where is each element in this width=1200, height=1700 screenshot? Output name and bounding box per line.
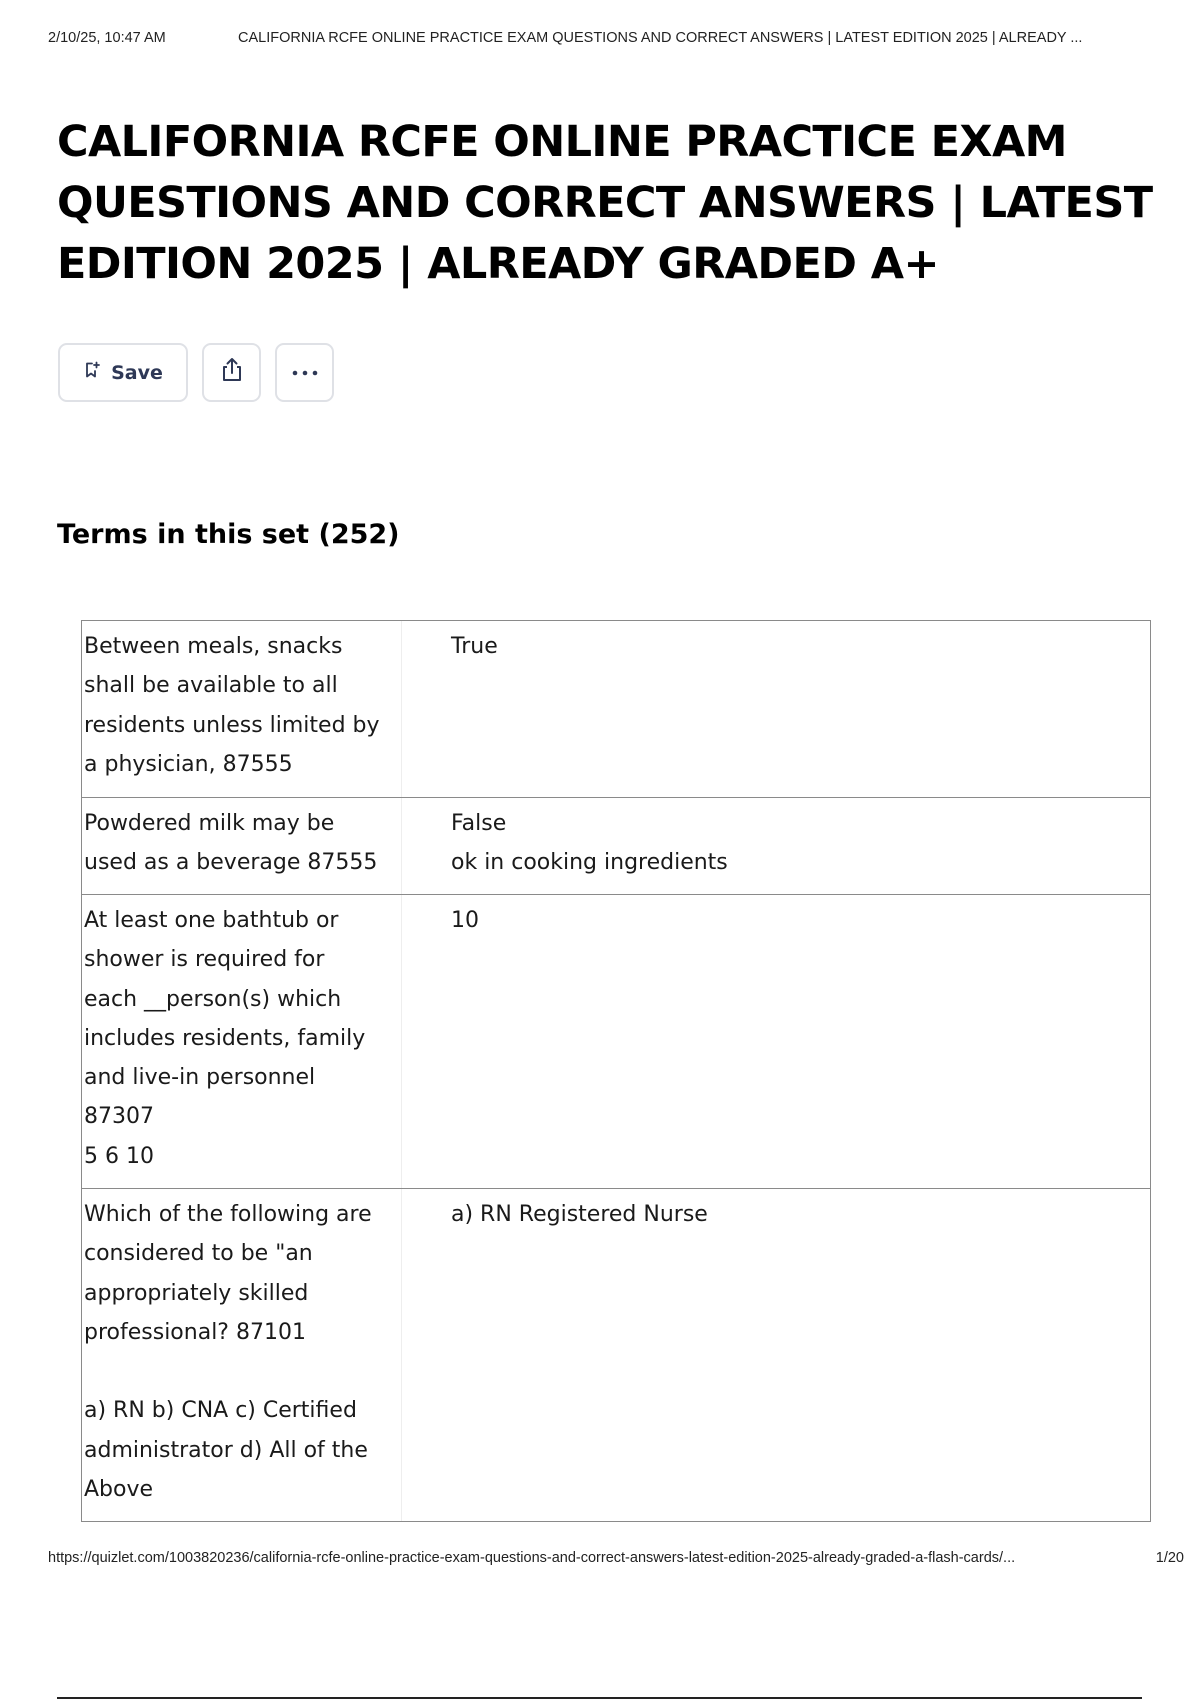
definition-text: False ok in cooking ingredients (451, 811, 728, 876)
term-row (82, 797, 1150, 894)
terms-table (81, 620, 1151, 1522)
print-footer (48, 1550, 1184, 1570)
print-header (48, 30, 1184, 50)
definition-text: a) RN Registered Nurse (451, 1202, 708, 1227)
terms-heading: Terms in this set (252) (57, 519, 400, 550)
term-row (82, 894, 1150, 1188)
save-button-label: Save (111, 361, 163, 384)
definition-text: True (451, 634, 498, 659)
print-document-title: CALIFORNIA RCFE ONLINE PRACTICE EXAM QUESTIONS AND CORRECT ANSWERS | LATEST EDITION 2025 | ALREADY ... (238, 30, 1083, 46)
term-row (82, 1188, 1150, 1521)
page-divider (57, 1697, 1142, 1699)
page-number: 1/20 (1155, 1550, 1184, 1566)
more-options-button[interactable] (275, 343, 334, 402)
share-button[interactable] (202, 343, 261, 402)
term-text: Between meals, snacks shall be available to all residents unless limited by a physician, 87555 (82, 621, 402, 797)
term-text: Powdered milk may be used as a beverage 87555 (82, 798, 402, 894)
term-text: At least one bathtub or shower is required for each __person(s) which includes residents, family and live-in personnel 87307 5 6 10 (82, 895, 402, 1188)
page-url: https://quizlet.com/1003820236/california-rcfe-online-practice-exam-questions-and-correct-answers-latest-edition-2025-already-graded-a-flash-cards/... (48, 1550, 1016, 1566)
definition-text: 10 (451, 908, 479, 933)
term-row (82, 621, 1150, 797)
page-title: CALIFORNIA RCFE ONLINE PRACTICE EXAM QUESTIONS AND CORRECT ANSWERS | LATEST EDITION 2025 | ALREADY GRADED A+ (57, 117, 1153, 289)
share-icon (218, 356, 246, 389)
save-button[interactable] (58, 343, 188, 402)
bookmark-add-icon (83, 361, 101, 384)
more-icon (291, 364, 319, 382)
print-timestamp: 2/10/25, 10:47 AM (48, 30, 166, 46)
term-text: Which of the following are considered to be "an appropriately skilled professional? 87101 a) RN b) CNA c) Certified administrator d) All of the Above (82, 1189, 402, 1521)
action-bar (58, 343, 334, 402)
